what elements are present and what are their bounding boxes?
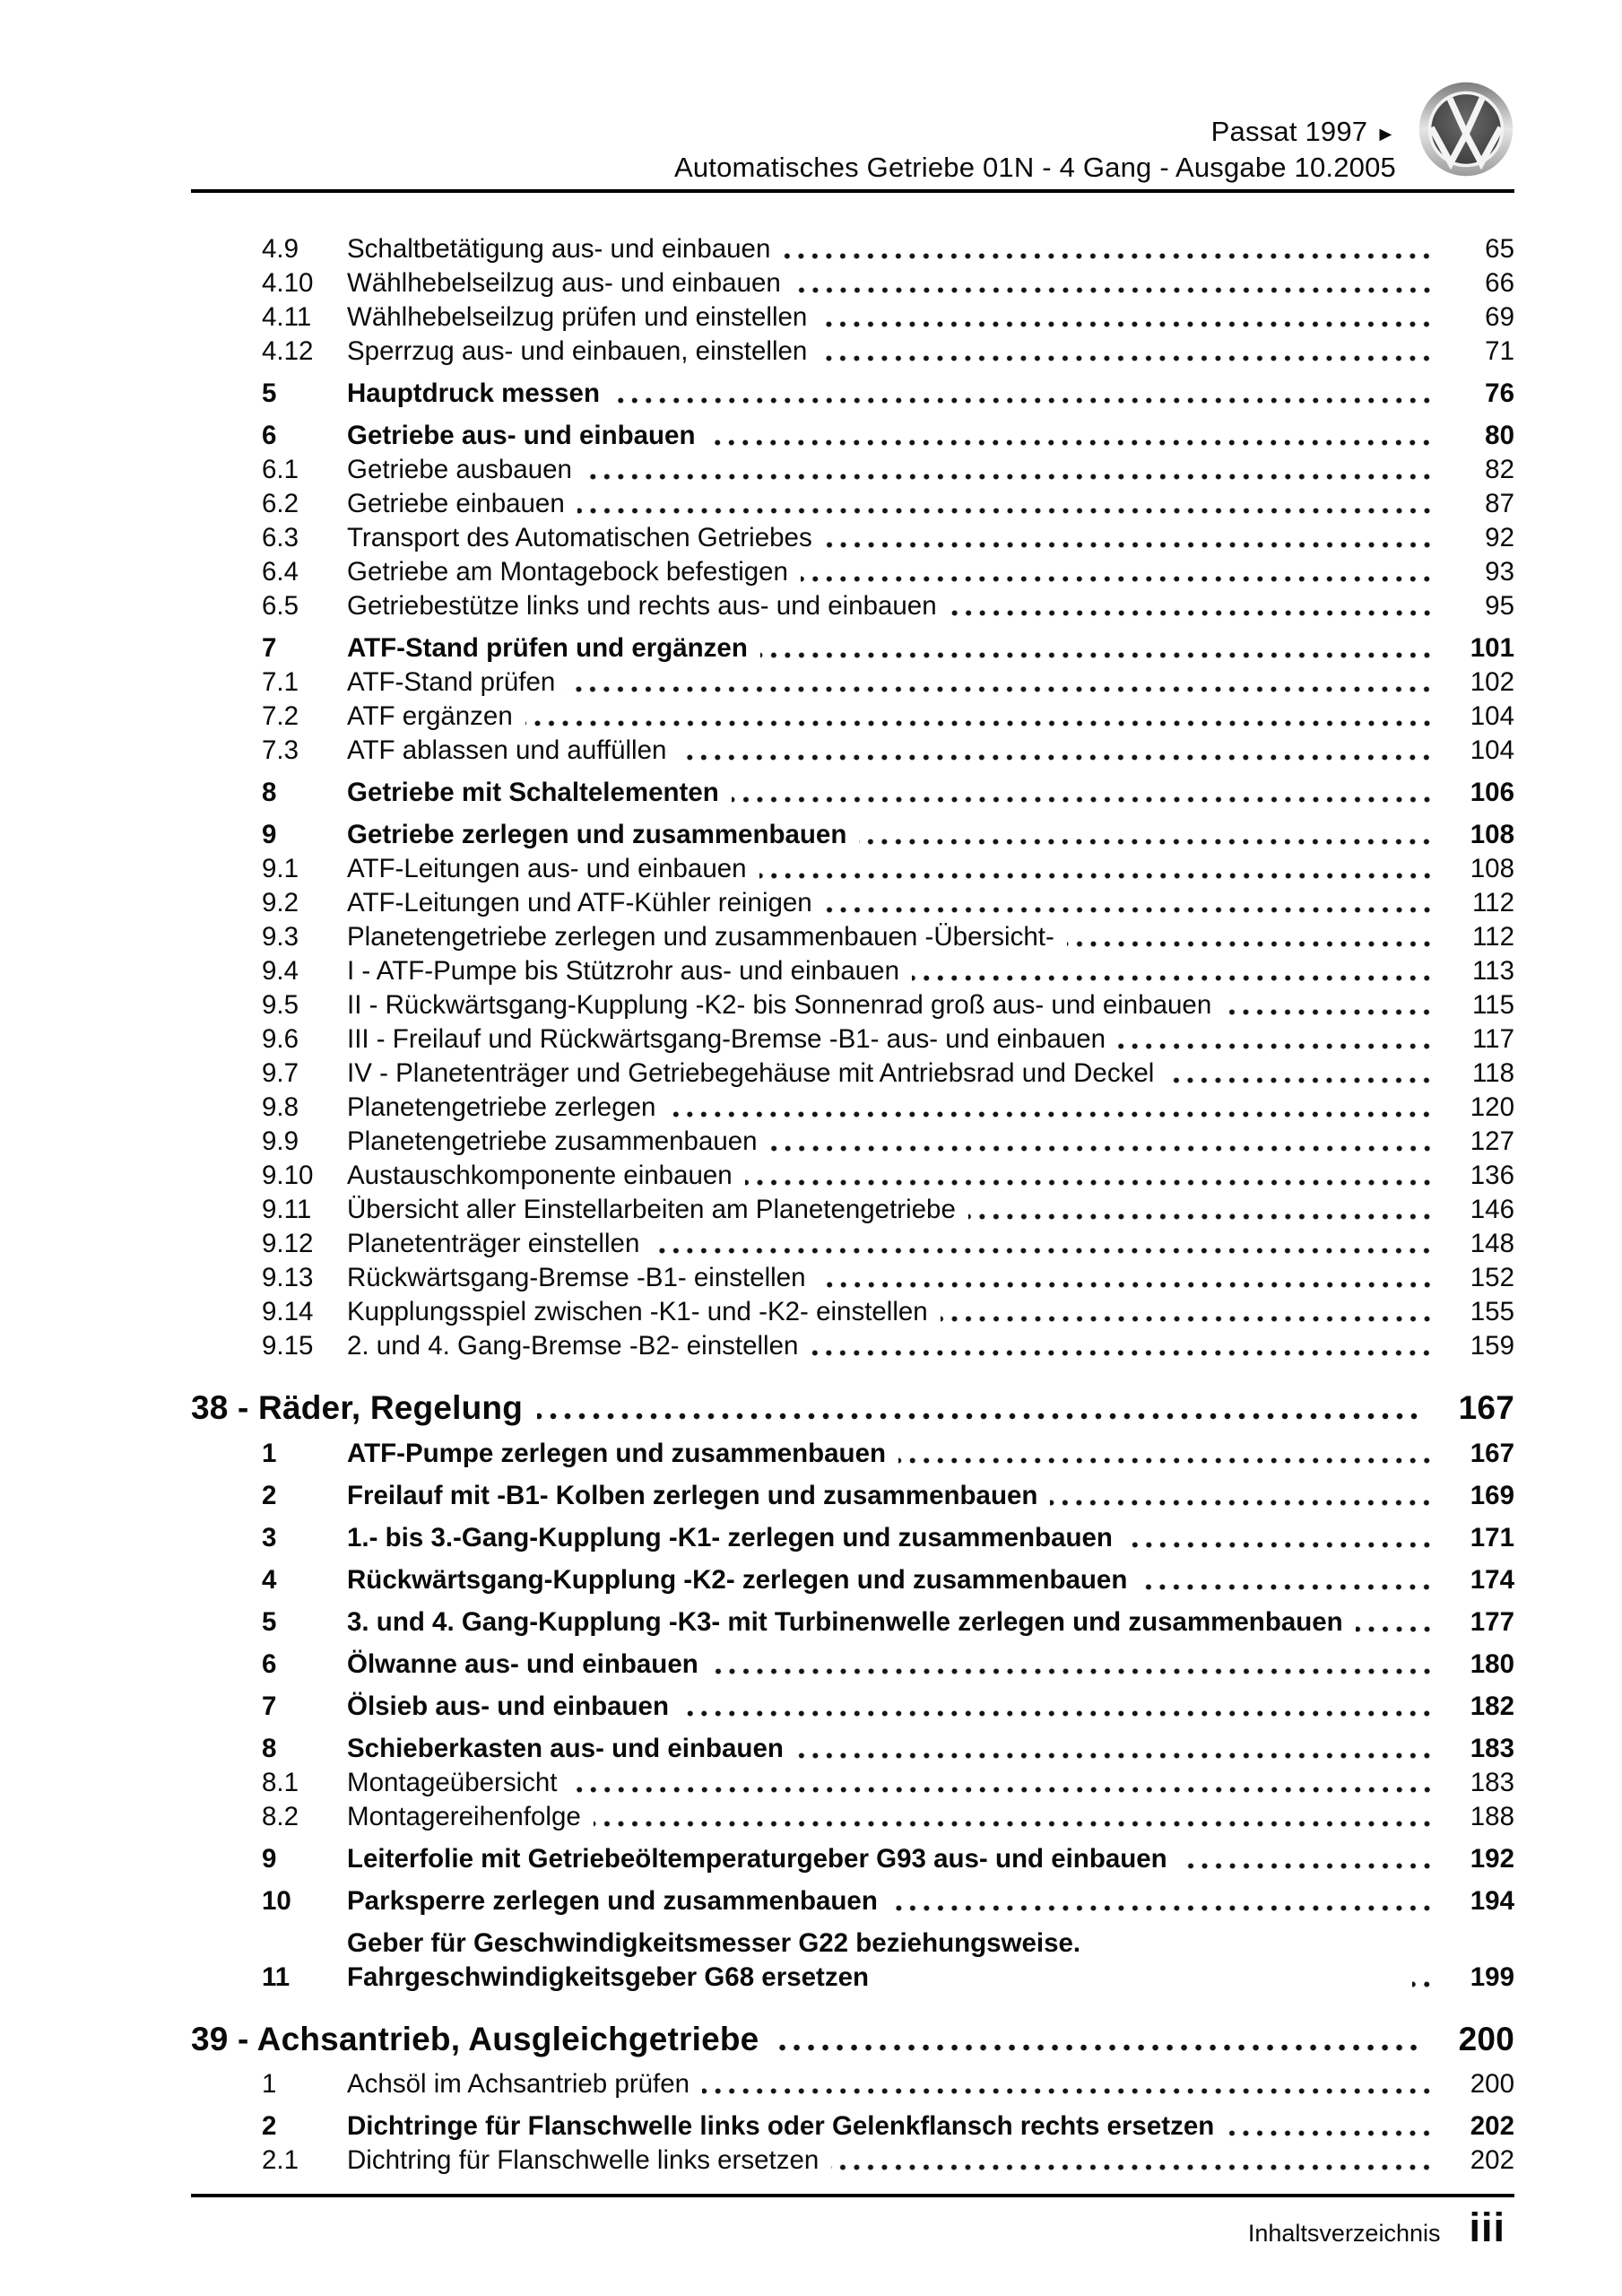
row-title: Getriebe aus- und einbauen bbox=[347, 421, 696, 450]
row-number: 6.1 bbox=[262, 455, 299, 484]
dotted-leader bbox=[950, 609, 1434, 617]
toc-row bbox=[191, 1732, 1514, 1766]
row-page-number: 183 bbox=[1470, 1734, 1514, 1763]
toc-row bbox=[191, 1125, 1514, 1159]
row-number: 5 bbox=[262, 378, 277, 408]
dotted-leader bbox=[525, 719, 1434, 727]
dotted-leader bbox=[568, 685, 1434, 693]
dotted-leader bbox=[1356, 1625, 1434, 1633]
row-page-number: 69 bbox=[1485, 302, 1514, 332]
dotted-leader bbox=[968, 1213, 1434, 1221]
toc-row bbox=[191, 487, 1514, 521]
row-page-number: 202 bbox=[1470, 2111, 1514, 2141]
chapter-page-number: 200 bbox=[1458, 2021, 1514, 2057]
toc-row bbox=[191, 521, 1514, 555]
dotted-leader bbox=[811, 1349, 1434, 1357]
toc-row bbox=[191, 1884, 1514, 1918]
row-page-number: 202 bbox=[1470, 2145, 1514, 2175]
dotted-leader bbox=[941, 1315, 1434, 1323]
row-page-number: 108 bbox=[1470, 854, 1514, 883]
toc-row bbox=[191, 1227, 1514, 1261]
footer-label: Inhaltsverzeichnis bbox=[1247, 2220, 1441, 2247]
row-page-number: 200 bbox=[1470, 2069, 1514, 2099]
toc-row bbox=[191, 1329, 1514, 1363]
row-number: 8 bbox=[262, 1734, 277, 1763]
row-number: 9.15 bbox=[262, 1331, 314, 1361]
row-number: 6.4 bbox=[262, 557, 299, 587]
dotted-leader bbox=[612, 396, 1434, 404]
row-page-number: 120 bbox=[1470, 1092, 1514, 1122]
row-number: 4.12 bbox=[262, 336, 314, 366]
row-title: Getriebe zerlegen und zusammenbauen bbox=[347, 820, 847, 849]
dotted-leader bbox=[732, 796, 1434, 804]
row-title: Getriebe mit Schaltelementen bbox=[347, 778, 719, 807]
row-number: 9.6 bbox=[262, 1024, 299, 1054]
dotted-leader bbox=[594, 1820, 1434, 1828]
chapter-title: 38 - Räder, Regelung bbox=[191, 1389, 523, 1426]
dotted-leader bbox=[794, 286, 1434, 294]
dotted-leader bbox=[783, 252, 1434, 260]
toc-row bbox=[191, 1648, 1514, 1682]
row-number: 9.9 bbox=[262, 1126, 299, 1156]
dotted-leader bbox=[820, 354, 1434, 362]
row-page-number: 159 bbox=[1470, 1331, 1514, 1361]
dotted-leader bbox=[801, 575, 1434, 583]
dotted-leader bbox=[820, 320, 1434, 328]
toc-row bbox=[191, 954, 1514, 988]
row-number: 6.5 bbox=[262, 591, 299, 621]
row-page-number: 136 bbox=[1470, 1161, 1514, 1190]
row-number: 7.1 bbox=[262, 667, 299, 697]
toc-row bbox=[191, 2109, 1514, 2144]
row-number: 7.2 bbox=[262, 701, 299, 731]
row-title: Dichtringe für Flanschwelle links oder Gelenkflansch rechts ersetzen bbox=[347, 2111, 1215, 2141]
row-number: 7.3 bbox=[262, 735, 299, 765]
row-number: 9 bbox=[262, 1844, 277, 1874]
row-page-number: 180 bbox=[1470, 1649, 1514, 1679]
row-title: Hauptdruck messen bbox=[347, 378, 600, 408]
toc-row bbox=[191, 852, 1514, 886]
row-number: 1 bbox=[262, 1439, 277, 1468]
row-page-number: 102 bbox=[1470, 667, 1514, 697]
row-title: 2. und 4. Gang-Bremse -B2- einstellen bbox=[347, 1331, 799, 1361]
row-page-number: 112 bbox=[1471, 888, 1514, 918]
row-title: Montagereihenfolge bbox=[347, 1802, 581, 1831]
row-number: 9.11 bbox=[262, 1195, 312, 1224]
dotted-leader bbox=[702, 2087, 1434, 2095]
row-title: IV - Planetenträger und Getriebegehäuse mit Antriebsrad und Deckel bbox=[347, 1058, 1155, 1088]
row-title: Kupplungsspiel zwischen -K1- und -K2- einstellen bbox=[347, 1297, 928, 1326]
dotted-leader bbox=[773, 2043, 1421, 2052]
row-number: 8.2 bbox=[262, 1802, 299, 1831]
row-title: Dichtring für Flanschwelle links ersetzen bbox=[347, 2145, 820, 2175]
row-title: Ölsieb aus- und einbauen bbox=[347, 1692, 669, 1721]
row-number: 9.2 bbox=[262, 888, 299, 918]
row-page-number: 169 bbox=[1470, 1481, 1514, 1510]
row-number: 9.12 bbox=[262, 1229, 314, 1258]
toc-row bbox=[191, 2144, 1514, 2178]
row-title: Ölwanne aus- und einbauen bbox=[347, 1649, 698, 1679]
row-title: ATF-Stand prüfen und ergänzen bbox=[347, 633, 748, 663]
row-page-number: 167 bbox=[1470, 1439, 1514, 1468]
row-page-number: 93 bbox=[1485, 557, 1514, 587]
model-line: Passat 1997 ► bbox=[1210, 116, 1396, 147]
toc-row bbox=[191, 1521, 1514, 1555]
row-title: 1.- bis 3.-Gang-Kupplung -K1- zerlegen und zusammenbauen bbox=[347, 1523, 1113, 1552]
toc-row bbox=[191, 1800, 1514, 1834]
dotted-leader bbox=[577, 507, 1434, 515]
toc-row bbox=[191, 1842, 1514, 1876]
dotted-leader bbox=[1412, 1980, 1434, 1988]
toc-row bbox=[191, 1563, 1514, 1597]
row-title: Wählhebelseilzug aus- und einbauen bbox=[347, 268, 781, 298]
dotted-leader bbox=[898, 1457, 1434, 1465]
row-title: Schaltbetätigung aus- und einbauen bbox=[347, 234, 771, 264]
toc-row bbox=[191, 266, 1514, 300]
row-number: 9.10 bbox=[262, 1161, 314, 1190]
row-page-number: 127 bbox=[1470, 1126, 1514, 1156]
row-title: Parksperre zerlegen und zusammenbauen bbox=[347, 1886, 878, 1916]
row-number: 2.1 bbox=[262, 2145, 299, 2175]
dotted-leader bbox=[711, 1667, 1434, 1675]
row-page-number: 104 bbox=[1470, 735, 1514, 765]
toc-row bbox=[191, 453, 1514, 487]
row-page-number: 95 bbox=[1485, 591, 1514, 621]
dotted-leader bbox=[1067, 940, 1434, 948]
forward-arrow-icon: ► bbox=[1375, 122, 1396, 145]
row-page-number: 117 bbox=[1471, 1024, 1514, 1054]
toc-row bbox=[191, 1295, 1514, 1329]
dotted-leader bbox=[537, 1412, 1421, 1421]
row-page-number: 174 bbox=[1470, 1565, 1514, 1595]
row-title: III - Freilauf und Rückwärtsgang-Bremse -B1- aus- und einbauen bbox=[347, 1024, 1106, 1054]
dotted-leader bbox=[770, 1144, 1434, 1152]
dotted-leader bbox=[1167, 1076, 1434, 1084]
dotted-leader bbox=[1050, 1499, 1434, 1507]
chapter-heading bbox=[191, 1387, 1514, 1429]
row-number: 9.4 bbox=[262, 956, 299, 986]
dotted-leader bbox=[668, 1110, 1434, 1118]
row-title: Planetengetriebe zusammenbauen bbox=[347, 1126, 758, 1156]
dotted-leader bbox=[585, 473, 1434, 481]
row-page-number: 171 bbox=[1470, 1523, 1514, 1552]
row-title: I - ATF-Pumpe bis Stützrohr aus- und einbauen bbox=[347, 956, 899, 986]
page-header bbox=[191, 0, 1514, 193]
row-page-number: 152 bbox=[1470, 1263, 1514, 1292]
dotted-leader bbox=[570, 1786, 1434, 1794]
row-page-number: 106 bbox=[1470, 778, 1514, 807]
row-number: 9.5 bbox=[262, 990, 299, 1020]
toc-row bbox=[191, 300, 1514, 335]
row-title: Getriebe ausbauen bbox=[347, 455, 572, 484]
row-title: Leiterfolie mit Getriebeöltemperaturgeber G93 aus- und einbauen bbox=[347, 1844, 1167, 1874]
row-number: 7 bbox=[262, 633, 277, 663]
toc-row bbox=[191, 1766, 1514, 1800]
dotted-leader bbox=[890, 1904, 1434, 1912]
page-footer bbox=[191, 2205, 1514, 2251]
row-page-number: 113 bbox=[1471, 956, 1514, 986]
row-page-number: 183 bbox=[1470, 1768, 1514, 1797]
row-number: 3 bbox=[262, 1523, 277, 1552]
row-title: ATF ergänzen bbox=[347, 701, 513, 731]
row-title: ATF-Pumpe zerlegen und zusammenbauen bbox=[347, 1439, 887, 1468]
dotted-leader bbox=[745, 1178, 1434, 1187]
row-number: 9.1 bbox=[262, 854, 299, 883]
toc-row bbox=[191, 1193, 1514, 1227]
toc-row bbox=[191, 1437, 1514, 1471]
row-title: Planetenträger einstellen bbox=[347, 1229, 640, 1258]
row-page-number: 155 bbox=[1470, 1297, 1514, 1326]
dotted-leader bbox=[1125, 1541, 1434, 1549]
toc-row bbox=[191, 335, 1514, 369]
row-title: Schieberkasten aus- und einbauen bbox=[347, 1734, 784, 1763]
row-page-number: 118 bbox=[1471, 1058, 1514, 1088]
row-page-number: 71 bbox=[1485, 336, 1514, 366]
row-number: 1 bbox=[262, 2069, 277, 2099]
row-page-number: 115 bbox=[1471, 990, 1514, 1020]
row-number: 11 bbox=[262, 1962, 291, 1992]
row-title: Rückwärtsgang-Bremse -B1- einstellen bbox=[347, 1263, 806, 1292]
dotted-leader bbox=[1180, 1862, 1434, 1870]
dotted-leader bbox=[760, 651, 1434, 659]
toc-row bbox=[191, 920, 1514, 954]
row-page-number: 182 bbox=[1470, 1692, 1514, 1721]
toc-row bbox=[191, 377, 1514, 411]
toc-row bbox=[191, 555, 1514, 589]
row-title: Transport des Automatischen Getriebes bbox=[347, 523, 812, 552]
row-number: 6 bbox=[262, 421, 277, 450]
row-number: 8 bbox=[262, 778, 277, 807]
toc-row bbox=[191, 1690, 1514, 1724]
toc-row bbox=[191, 419, 1514, 453]
toc-row bbox=[191, 232, 1514, 266]
row-title: Sperrzug aus- und einbauen, einstellen bbox=[347, 336, 808, 366]
toc-row bbox=[191, 1022, 1514, 1057]
header-text bbox=[674, 115, 1396, 184]
row-title: Montageübersicht bbox=[347, 1768, 558, 1797]
row-page-number: 148 bbox=[1470, 1229, 1514, 1258]
row-title: Planetengetriebe zerlegen bbox=[347, 1092, 656, 1122]
row-number: 9.8 bbox=[262, 1092, 299, 1122]
toc-row bbox=[191, 734, 1514, 768]
toc-row bbox=[191, 988, 1514, 1022]
dotted-leader bbox=[707, 439, 1434, 447]
row-title: Getriebe einbauen bbox=[347, 489, 565, 518]
row-page-number: 194 bbox=[1470, 1886, 1514, 1916]
toc-row bbox=[191, 818, 1514, 852]
row-page-number: 101 bbox=[1470, 633, 1514, 663]
row-title: Übersicht aller Einstellarbeiten am Planetengetriebe bbox=[347, 1195, 956, 1224]
toc-row bbox=[191, 2067, 1514, 2101]
row-title: Austauschkomponente einbauen bbox=[347, 1161, 733, 1190]
row-number: 4.9 bbox=[262, 234, 299, 264]
row-number: 2 bbox=[262, 2111, 277, 2141]
row-title: Planetengetriebe zerlegen und zusammenbauen -Übersicht- bbox=[347, 922, 1054, 952]
dotted-leader bbox=[831, 2163, 1434, 2171]
row-number: 10 bbox=[262, 1886, 291, 1916]
dotted-leader bbox=[1118, 1042, 1434, 1050]
chapter-page-number: 167 bbox=[1458, 1389, 1514, 1426]
row-page-number: 188 bbox=[1470, 1802, 1514, 1831]
row-page-number: 80 bbox=[1485, 421, 1514, 450]
dotted-leader bbox=[825, 906, 1434, 914]
dotted-leader bbox=[1224, 1008, 1434, 1016]
row-number: 6 bbox=[262, 1649, 277, 1679]
dotted-leader bbox=[819, 1281, 1434, 1289]
toc-row bbox=[191, 1605, 1514, 1639]
row-page-number: 146 bbox=[1470, 1195, 1514, 1224]
toc-row bbox=[191, 665, 1514, 700]
dotted-leader bbox=[912, 974, 1434, 982]
row-number: 4 bbox=[262, 1565, 277, 1595]
row-page-number: 76 bbox=[1485, 378, 1514, 408]
row-page-number: 87 bbox=[1485, 489, 1514, 518]
row-page-number: 66 bbox=[1485, 268, 1514, 298]
dotted-leader bbox=[825, 541, 1434, 549]
dotted-leader bbox=[759, 872, 1434, 880]
row-title: Getriebestütze links und rechts aus- und einbauen bbox=[347, 591, 937, 621]
toc-row bbox=[191, 1159, 1514, 1193]
row-number: 6.3 bbox=[262, 523, 299, 552]
row-number: 9.13 bbox=[262, 1263, 314, 1292]
row-number: 8.1 bbox=[262, 1768, 299, 1797]
chapter-heading bbox=[191, 2019, 1514, 2060]
dotted-leader bbox=[796, 1752, 1434, 1760]
row-page-number: 108 bbox=[1470, 820, 1514, 849]
row-title: ATF-Stand prüfen bbox=[347, 667, 556, 697]
toc-row bbox=[191, 1926, 1514, 1995]
row-title: 3. und 4. Gang-Kupplung -K3- mit Turbinenwelle zerlegen und zusammenbauen bbox=[347, 1607, 1343, 1637]
toc-row bbox=[191, 886, 1514, 920]
row-page-number: 82 bbox=[1485, 455, 1514, 484]
row-number: 9.14 bbox=[262, 1297, 314, 1326]
toc-row bbox=[191, 776, 1514, 810]
row-number: 4.11 bbox=[262, 302, 312, 332]
row-title: II - Rückwärtsgang-Kupplung -K2- bis Sonnenrad groß aus- und einbauen bbox=[347, 990, 1212, 1020]
dotted-leader bbox=[652, 1247, 1434, 1255]
toc bbox=[191, 193, 1514, 2178]
toc-row bbox=[191, 1261, 1514, 1295]
row-title: ATF-Leitungen und ATF-Kühler reinigen bbox=[347, 888, 812, 918]
row-number: 9 bbox=[262, 820, 277, 849]
chapter-title: 39 - Achsantrieb, Ausgleichgetriebe bbox=[191, 2021, 759, 2057]
row-page-number: 104 bbox=[1470, 701, 1514, 731]
toc-row bbox=[191, 589, 1514, 623]
footer-divider bbox=[191, 2194, 1514, 2197]
toc-row bbox=[191, 1057, 1514, 1091]
footer-page-number: iii bbox=[1469, 2205, 1505, 2250]
row-title: Rückwärtsgang-Kupplung -K2- zerlegen und zusammenbauen bbox=[347, 1565, 1128, 1595]
dotted-leader bbox=[1227, 2129, 1434, 2137]
row-title: Getriebe am Montagebock befestigen bbox=[347, 557, 788, 587]
row-title: ATF-Leitungen aus- und einbauen bbox=[347, 854, 747, 883]
row-number: 4.10 bbox=[262, 268, 314, 298]
row-page-number: 112 bbox=[1471, 922, 1514, 952]
toc-row bbox=[191, 631, 1514, 665]
row-page-number: 65 bbox=[1485, 234, 1514, 264]
header-subtitle: Automatisches Getriebe 01N - 4 Gang - Ausgabe 10.2005 bbox=[673, 152, 1396, 183]
row-title: ATF ablassen und auffüllen bbox=[347, 735, 667, 765]
row-number: 9.7 bbox=[262, 1058, 299, 1088]
row-title: Geber für Geschwindigkeitsmesser G22 beziehungsweise. Fahrgeschwindigkeitsgeber G68 ersetzen bbox=[347, 1928, 1081, 1992]
row-number: 6.2 bbox=[262, 489, 299, 518]
dotted-leader bbox=[681, 1709, 1434, 1718]
row-number: 7 bbox=[262, 1692, 277, 1721]
row-page-number: 177 bbox=[1470, 1607, 1514, 1637]
row-number: 5 bbox=[262, 1607, 277, 1637]
row-page-number: 199 bbox=[1470, 1962, 1514, 1992]
row-title: Achsöl im Achsantrieb prüfen bbox=[347, 2069, 690, 2099]
row-page-number: 192 bbox=[1470, 1844, 1514, 1874]
vw-logo-icon bbox=[1418, 81, 1514, 182]
dotted-leader bbox=[679, 753, 1434, 761]
row-title: Wählhebelseilzug prüfen und einstellen bbox=[347, 302, 808, 332]
row-title: Freilauf mit -B1- Kolben zerlegen und zusammenbauen bbox=[347, 1481, 1038, 1510]
row-page-number: 92 bbox=[1485, 523, 1514, 552]
dotted-leader bbox=[859, 838, 1434, 846]
dotted-leader bbox=[1140, 1583, 1434, 1591]
toc-row bbox=[191, 700, 1514, 734]
toc-row bbox=[191, 1479, 1514, 1513]
row-number: 9.3 bbox=[262, 922, 299, 952]
toc-row bbox=[191, 1091, 1514, 1125]
row-number: 2 bbox=[262, 1481, 277, 1510]
